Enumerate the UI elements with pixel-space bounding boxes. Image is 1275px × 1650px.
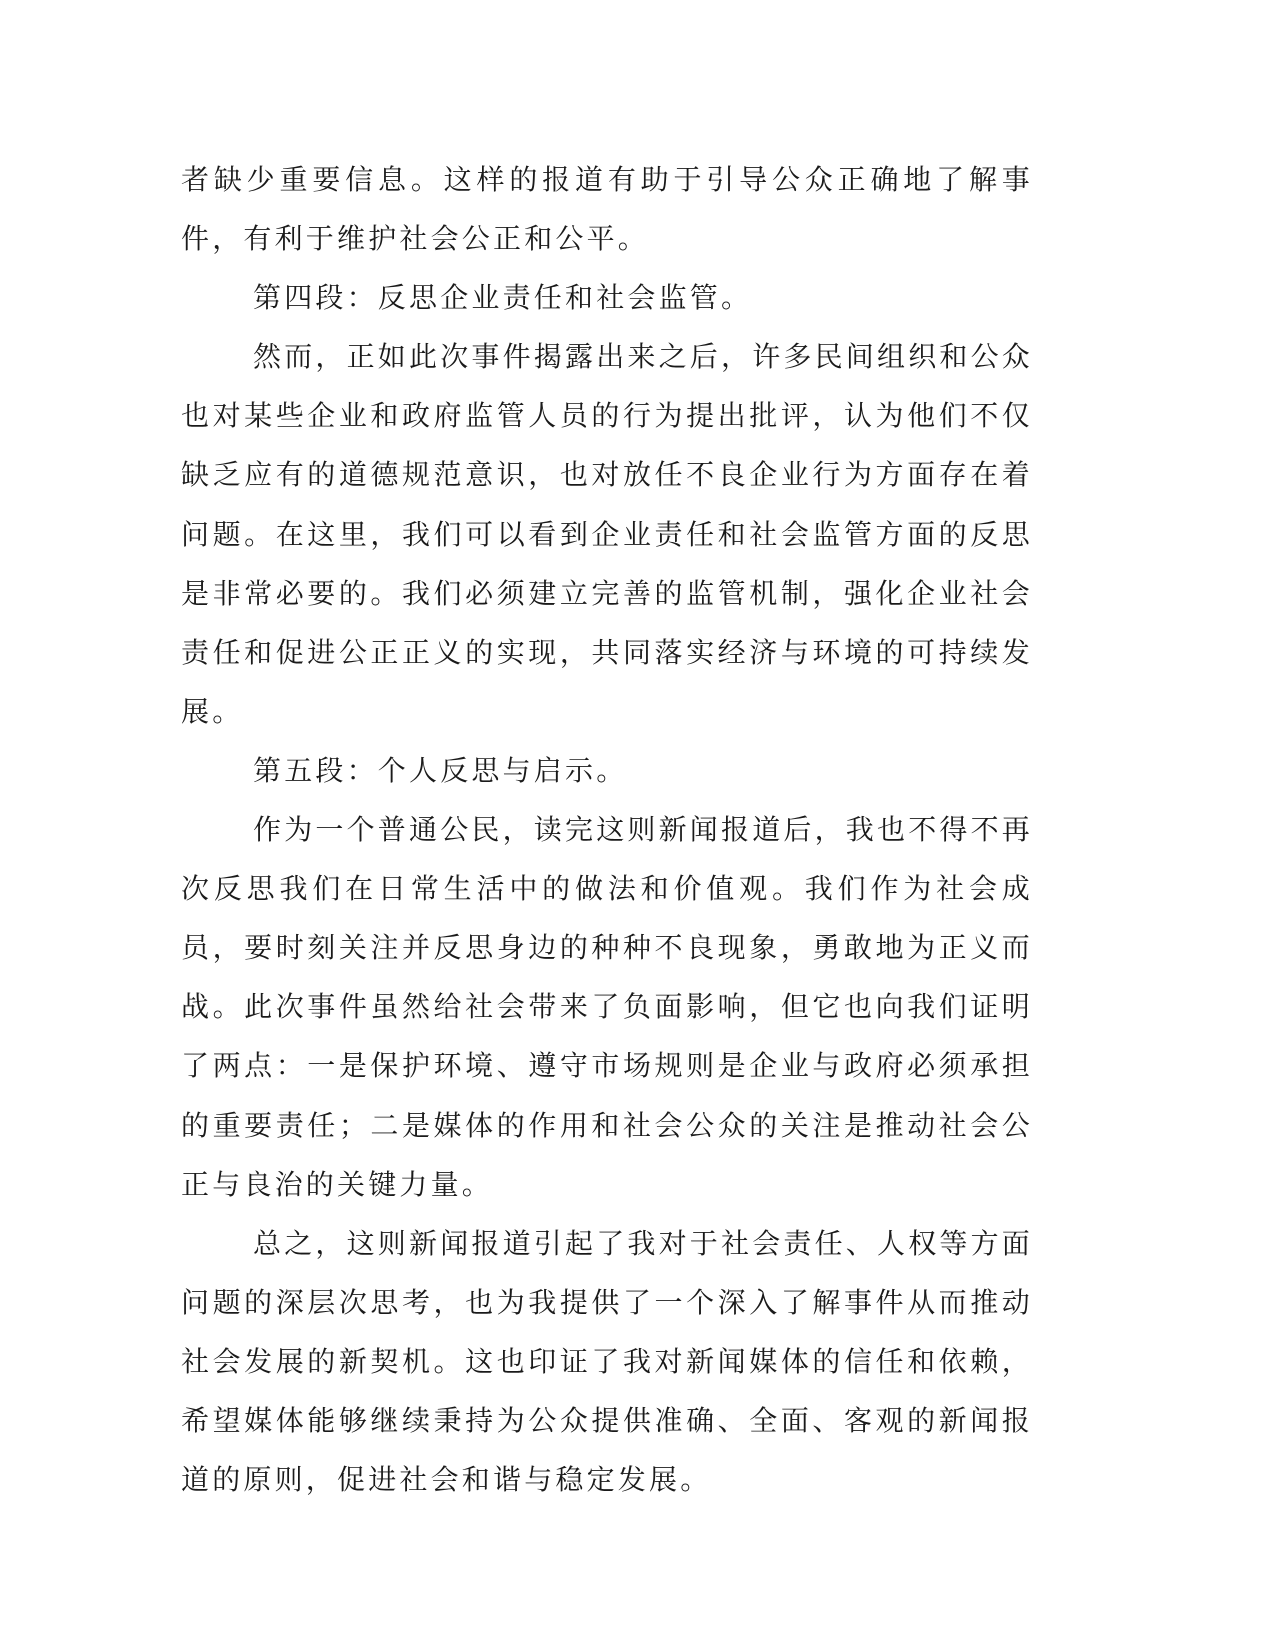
paragraph-corporate-responsibility: 然而，正如此次事件揭露出来之后，许多民间组织和公众也对某些企业和政府监管人员的行为提出批评，认为他们不仅缺乏应有的道德规范意识，也对放任不良企业行为方面存在着问题。在这里，我们可以看到企业责任和社会监管方面的反思是非常必要的。我们必须建立完善的监管机制，强化企业社会责任和促进公正正义的实现，共同落实经济与环境的可持续发展。 <box>181 340 1034 728</box>
section-heading-4: 第四段：反思企业责任和社会监管。 <box>253 281 753 315</box>
paragraph-continuation: 者缺少重要信息。这样的报道有助于引导公众正确地了解事件，有利于维护社会公正和公平。 <box>181 163 1033 256</box>
paragraph-conclusion: 总之，这则新闻报道引起了我对于社会责任、人权等方面问题的深层次思考，也为我提供了一个深入了解事件从而推动社会发展的新契机。这也印证了我对新闻媒体的信任和依赖，希望媒体能够继续秉持为公众提供准确、全面、客观的新闻报道的原则，促进社会和谐与稳定发展。 <box>181 1226 1034 1497</box>
section-heading-5: 第五段：个人反思与启示。 <box>253 753 628 787</box>
document-body <box>181 150 1033 1509</box>
paragraph-personal-reflection: 作为一个普通公民，读完这则新闻报道后，我也不得不再次反思我们在日常生活中的做法和价值观。我们作为社会成员，要时刻关注并反思身边的种种不良现象，勇敢地为正义而战。此次事件虽然给社会带来了负面影响，但它也向我们证明了两点：一是保护环境、遵守市场规则是企业与政府必须承担的重要责任；二是媒体的作用和社会公众的关注是推动社会公正与良治的关键力量。 <box>181 813 1034 1201</box>
